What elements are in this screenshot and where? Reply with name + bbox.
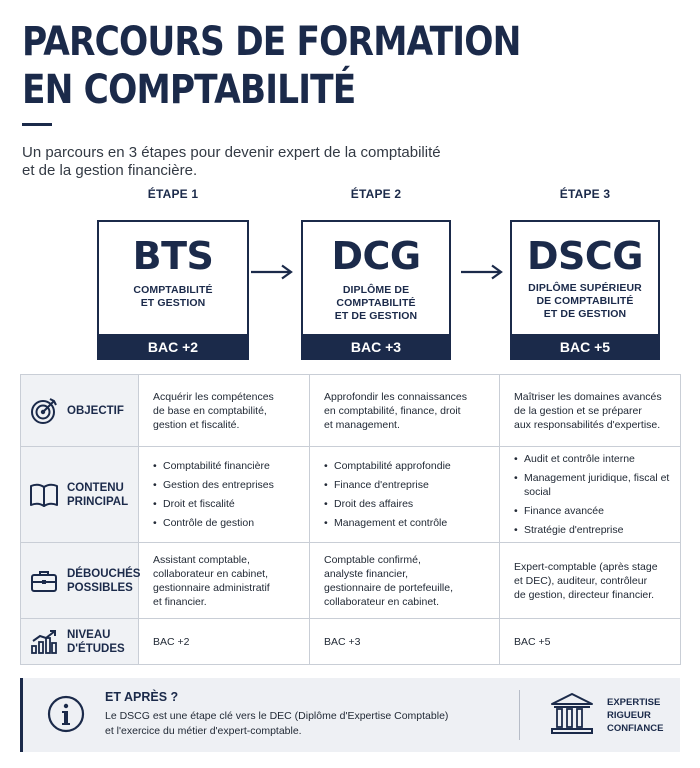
step-card-3 (510, 186, 660, 360)
list-item: • Management juridique, fiscal et social (514, 471, 670, 499)
row-header-line: DÉBOUCHÉS (67, 567, 141, 580)
briefcase-icon (29, 566, 59, 596)
row-header-objectif (21, 375, 139, 447)
cell-line: BAC +2 (153, 635, 190, 648)
diploma-name-line: DE COMPTABILITÉ (536, 295, 634, 307)
step-label: ÉTAPE 2 (350, 187, 402, 201)
target-icon (29, 396, 59, 426)
info-icon (47, 695, 85, 733)
cell-line: Approfondir les connaissances (324, 390, 468, 403)
footer-text (105, 709, 485, 739)
diploma-name-line: ET DE GESTION (543, 308, 627, 320)
row-header-label: OBJECTIF (67, 404, 124, 417)
cell-line: Expert-comptable (après stage (514, 560, 658, 573)
table-cell (500, 543, 681, 619)
diploma-code: DSCG (527, 234, 643, 278)
table-cell (139, 543, 310, 619)
subtitle-line-2: et de la gestion financière. (22, 162, 198, 179)
value-item: CONFIANCE (607, 723, 664, 734)
cell-line: de gestion, directeur financier. (514, 588, 655, 601)
row-header-label (67, 567, 140, 595)
cell-line: et financier. (153, 595, 207, 608)
cell-line: collaborateur en cabinet. (324, 595, 439, 608)
table-cell (139, 447, 310, 543)
table-row (21, 447, 681, 543)
list-item: • Comptabilité approfondie (324, 459, 489, 473)
bar-chart-icon (29, 627, 59, 657)
table-cell (139, 619, 310, 665)
values-list (607, 696, 663, 735)
table-cell (310, 375, 500, 447)
cell-line: gestion et fiscalité. (153, 418, 240, 431)
table-row (21, 375, 681, 447)
cell-line: Acquérir les compétences (153, 390, 274, 403)
list-item: • Droit et fiscalité (153, 497, 299, 511)
diploma-code: BTS (132, 234, 214, 278)
comparison-table (20, 374, 681, 665)
diploma-level: BAC +2 (97, 334, 249, 360)
table-cell (310, 447, 500, 543)
cell-line: BAC +3 (324, 635, 361, 648)
diploma-level: BAC +3 (301, 334, 451, 360)
footer-callout (20, 678, 680, 752)
title-underline (22, 123, 52, 126)
diploma-name (99, 284, 247, 310)
diploma-name-line: COMPTABILITÉ (133, 284, 213, 296)
title-line-1: PARCOURS DE FORMATION (22, 19, 521, 65)
list-item: • Finance d'entreprise (324, 478, 489, 492)
table-cell (310, 619, 500, 665)
diploma-name-line: ET GESTION (140, 297, 206, 309)
row-header-debouches (21, 543, 139, 619)
step-card-1 (97, 186, 249, 360)
footer-text-line: et l'exercice du métier d'expert-comptable. (105, 725, 302, 737)
cell-line: analyste financier, (324, 567, 409, 580)
list-item: • Droit des affaires (324, 497, 489, 511)
row-header-line: D'ÉTUDES (67, 642, 125, 655)
arrow-right-icon (250, 264, 294, 280)
list-item: • Finance avancée (514, 504, 670, 518)
row-header-contenu (21, 447, 139, 543)
cell-line: collaborateur en cabinet, (153, 567, 268, 580)
footer-title: ET APRÈS ? (105, 690, 179, 704)
row-header-line: PRINCIPAL (67, 495, 129, 508)
diploma-name-line: DIPLÔME SUPÉRIEUR (528, 282, 642, 294)
bullet-list (514, 452, 670, 537)
subtitle-line-1: Un parcours en 3 étapes pour devenir expert de la comptabilité (22, 144, 441, 161)
step-box (510, 220, 660, 360)
table-cell (500, 375, 681, 447)
institution-icon (549, 692, 595, 736)
list-item: • Contrôle de gestion (153, 516, 299, 530)
diploma-level: BAC +5 (510, 334, 660, 360)
row-header-label (67, 628, 125, 656)
diploma-name (303, 284, 449, 323)
row-header-line: CONTENU (67, 481, 124, 494)
cell-line: BAC +5 (514, 635, 551, 648)
diploma-name-line: DIPLÔME DE COMPTABILITÉ (336, 284, 416, 309)
row-header-label (67, 481, 128, 509)
arrow-right-icon (460, 264, 504, 280)
cell-line: et DEC), auditeur, contrôleur (514, 574, 648, 587)
table-cell (500, 447, 681, 543)
cell-line: de la gestion et se préparer (514, 404, 642, 417)
cell-line: de base en comptabilité, (153, 404, 267, 417)
list-item: • Management et contrôle (324, 516, 489, 530)
table-cell (500, 619, 681, 665)
cell-line: aux responsabilités d'expertise. (514, 418, 661, 431)
step-card-2 (301, 186, 451, 360)
step-box (301, 220, 451, 360)
title-line-2: EN COMPTABILITÉ (22, 67, 356, 113)
list-item: • Stratégie d'entreprise (514, 523, 670, 537)
diploma-code: DCG (331, 234, 421, 278)
list-item: • Comptabilité financière (153, 459, 299, 473)
book-icon (29, 480, 59, 510)
value-item: RIGUEUR (607, 710, 651, 721)
table-row (21, 619, 681, 665)
step-label: ÉTAPE 1 (147, 187, 199, 201)
row-header-niveau (21, 619, 139, 665)
diploma-name (512, 282, 658, 321)
cell-line: Comptable confirmé, (324, 553, 421, 566)
list-item: • Audit et contrôle interne (514, 452, 670, 466)
list-item: • Gestion des entreprises (153, 478, 299, 492)
cell-line: Maîtriser les domaines avancés (514, 390, 662, 403)
divider (519, 690, 520, 740)
footer-text-line: Le DSCG est une étape clé vers le DEC (Diplôme d'Expertise Comptable) (105, 710, 449, 722)
cell-line: en comptabilité, finance, droit (324, 404, 461, 417)
value-item: EXPERTISE (607, 697, 661, 708)
page-title (22, 18, 590, 114)
bullet-list (324, 459, 489, 530)
table-row (21, 543, 681, 619)
step-box (97, 220, 249, 360)
cell-line: et management. (324, 418, 400, 431)
cell-line: gestionnaire de portefeuille, (324, 581, 454, 594)
cell-line: Assistant comptable, (153, 553, 250, 566)
table-cell (139, 375, 310, 447)
page-subtitle (22, 144, 542, 180)
diploma-name-line: ET DE GESTION (334, 310, 418, 322)
cell-line: gestionnaire administratif (153, 581, 270, 594)
bullet-list (153, 459, 299, 530)
table-cell (310, 543, 500, 619)
step-label: ÉTAPE 3 (559, 187, 611, 201)
row-header-line: POSSIBLES (67, 581, 133, 594)
row-header-line: NIVEAU (67, 628, 111, 641)
